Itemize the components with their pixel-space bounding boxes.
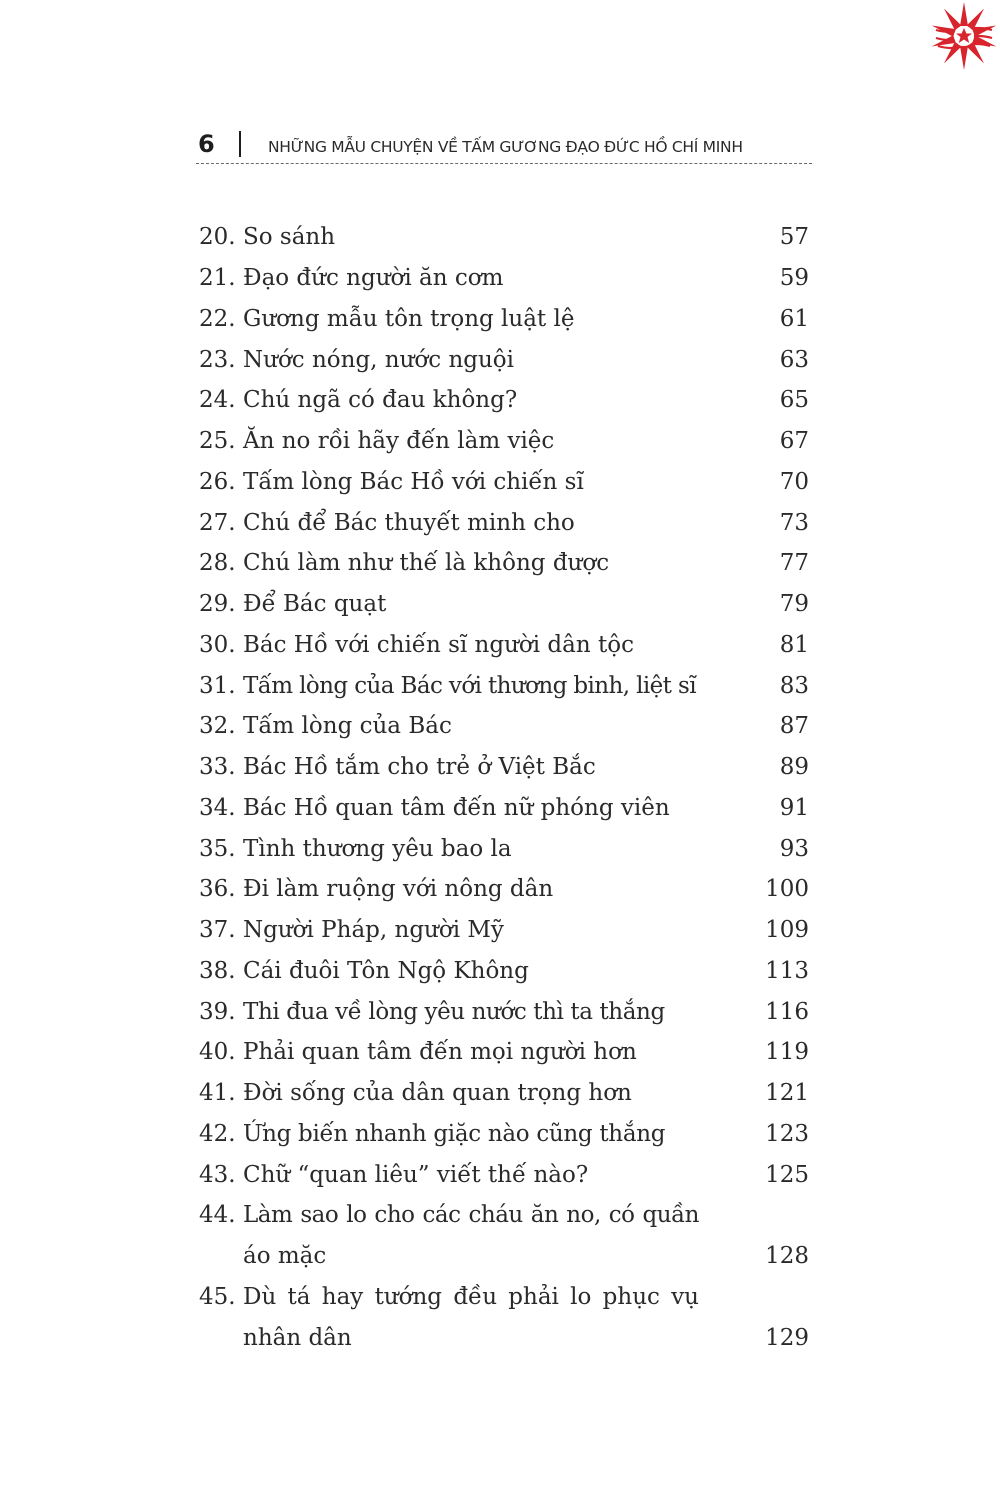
entry-page: 87	[779, 713, 809, 739]
entry-title: Bác Hồ với chiến sĩ người dân tộc	[243, 632, 634, 658]
entry-page: 123	[765, 1121, 809, 1147]
running-title: NHỮNG MẪU CHUYỆN VỀ TẤM GƯƠNG ĐẠO ĐỨC HỒ CHÍ MINH	[268, 138, 743, 156]
entry-number: 32.	[199, 713, 236, 739]
entry-title-continued: nhân dân	[243, 1324, 352, 1351]
toc-entry	[199, 345, 809, 386]
entry-title: Tấm lòng của Bác với thương binh, liệt sĩ	[243, 673, 696, 699]
entry-page: 61	[779, 306, 809, 332]
entry-number: 33.	[199, 754, 236, 780]
entry-title: Tấm lòng Bác Hồ với chiến sĩ	[243, 469, 584, 495]
entry-title: Bác Hồ tắm cho trẻ ở Việt Bắc	[243, 754, 596, 780]
entry-page: 100	[765, 876, 809, 902]
entry-page: 116	[765, 999, 809, 1025]
entry-page: 125	[765, 1162, 809, 1188]
toc-entry	[199, 1200, 809, 1281]
entry-page: 89	[779, 754, 809, 780]
entry-page: 79	[779, 591, 809, 617]
entry-number: 34.	[199, 795, 236, 821]
entry-number: 24.	[199, 387, 236, 413]
entry-title: Bác Hồ quan tâm đến nữ phóng viên	[243, 795, 670, 821]
entry-number: 39.	[199, 999, 236, 1025]
entry-number: 36.	[199, 876, 236, 902]
entry-number: 29.	[199, 591, 236, 617]
toc-entry	[199, 385, 809, 426]
entry-number: 41.	[199, 1080, 236, 1106]
entry-title: Dù tá hay tướng đều phải lo phục vụ	[243, 1284, 699, 1310]
entry-title: Chú làm như thế là không được	[243, 550, 610, 576]
toc-entry	[199, 956, 809, 997]
entry-number: 38.	[199, 958, 236, 984]
entry-title: Chú ngã có đau không?	[243, 387, 518, 413]
entry-page: 57	[779, 224, 809, 250]
entry-page: 91	[779, 795, 809, 821]
entry-number: 37.	[199, 917, 236, 943]
entry-number: 45.	[199, 1284, 236, 1310]
page-number: 6	[198, 130, 215, 158]
toc-entry	[199, 467, 809, 508]
entry-page: 65	[779, 387, 809, 413]
entry-title: Cái đuôi Tôn Ngộ Không	[243, 958, 529, 984]
entry-page: 121	[765, 1080, 809, 1106]
toc-entry	[199, 1282, 809, 1363]
entry-page: 63	[779, 347, 809, 373]
entry-page: 81	[779, 632, 809, 658]
entry-page: 128	[765, 1242, 809, 1269]
entry-title: So sánh	[243, 224, 336, 250]
entry-title: Nước nóng, nước nguội	[243, 347, 515, 373]
toc-entry	[199, 874, 809, 915]
entry-number: 30.	[199, 632, 236, 658]
toc-entry	[199, 222, 809, 263]
entry-title: Đạo đức người ăn cơm	[243, 265, 504, 291]
entry-number: 44.	[199, 1202, 236, 1228]
entry-number: 27.	[199, 510, 236, 536]
entry-number: 21.	[199, 265, 236, 291]
entry-page: 59	[779, 265, 809, 291]
toc-entry	[199, 1160, 809, 1201]
toc-entry	[199, 548, 809, 589]
entry-title: Chữ “quan liêu” viết thế nào?	[243, 1162, 589, 1188]
toc-entry	[199, 793, 809, 834]
entry-number: 26.	[199, 469, 236, 495]
toc-entry	[199, 304, 809, 345]
entry-title: Để Bác quạt	[243, 591, 387, 617]
toc-entry	[199, 1037, 809, 1078]
toc-entry	[199, 630, 809, 671]
toc-entry	[199, 711, 809, 752]
toc-entry	[199, 426, 809, 467]
entry-page: 109	[765, 917, 809, 943]
entry-title: Tấm lòng của Bác	[243, 713, 452, 739]
entry-title: Thi đua về lòng yêu nước thì ta thắng	[243, 999, 665, 1025]
entry-title: Chú để Bác thuyết minh cho	[243, 510, 575, 536]
toc-entry	[199, 1078, 809, 1119]
toc-entry	[199, 997, 809, 1038]
toc-entry	[199, 915, 809, 956]
entry-number: 23.	[199, 347, 236, 373]
entry-title: Làm sao lo cho các cháu ăn no, có quần	[243, 1202, 699, 1228]
entry-page: 119	[765, 1039, 809, 1065]
toc-entry	[199, 671, 809, 712]
entry-title: Đi làm ruộng với nông dân	[243, 876, 554, 902]
entry-page: 113	[765, 958, 809, 984]
entry-number: 40.	[199, 1039, 236, 1065]
entry-number: 22.	[199, 306, 236, 332]
entry-page: 70	[779, 469, 809, 495]
toc-entry	[199, 752, 809, 793]
entry-number: 42.	[199, 1121, 236, 1147]
toc-entry	[199, 508, 809, 549]
entry-page: 83	[779, 673, 809, 699]
entry-page: 73	[779, 510, 809, 536]
entry-number: 28.	[199, 550, 236, 576]
entry-page: 67	[779, 428, 809, 454]
toc-entry	[199, 834, 809, 875]
entry-number: 31.	[199, 673, 236, 699]
entry-number: 43.	[199, 1162, 236, 1188]
entry-page: 77	[779, 550, 809, 576]
toc-entry	[199, 263, 809, 304]
entry-title: Phải quan tâm đến mọi người hơn	[243, 1039, 637, 1065]
entry-number: 20.	[199, 224, 236, 250]
toc-entry	[199, 589, 809, 630]
entry-title: Gương mẫu tôn trọng luật lệ	[243, 306, 575, 332]
entry-title: Ứng biến nhanh giặc nào cũng thắng	[243, 1121, 666, 1147]
entry-title: Tình thương yêu bao la	[243, 836, 512, 862]
entry-number: 25.	[199, 428, 236, 454]
entry-title: Ăn no rồi hãy đến làm việc	[243, 428, 555, 454]
entry-title-continued: áo mặc	[243, 1242, 327, 1269]
entry-title: Đời sống của dân quan trọng hơn	[243, 1080, 632, 1106]
entry-title: Người Pháp, người Mỹ	[243, 917, 504, 943]
toc-entry	[199, 1119, 809, 1160]
entry-page: 129	[765, 1324, 809, 1351]
entry-page: 93	[779, 836, 809, 862]
entry-number: 35.	[199, 836, 236, 862]
